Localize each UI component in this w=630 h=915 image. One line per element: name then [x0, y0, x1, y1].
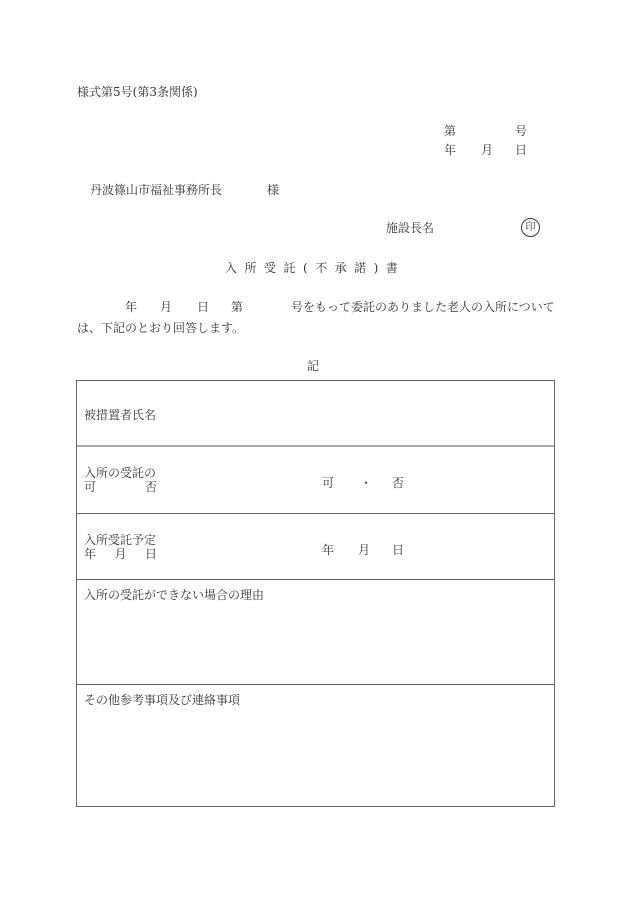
body-number-prefix: 第 — [231, 300, 244, 314]
scheduled-date-month: 月 — [358, 543, 371, 557]
rejection-reason-label: 入所の受託ができない場合の理由 — [84, 588, 265, 602]
scheduled-date-label — [84, 533, 157, 561]
date-year-label: 年 — [444, 143, 457, 157]
scheduled-date-year: 年 — [322, 543, 335, 557]
scheduled-date-day: 日 — [392, 543, 405, 557]
document-title: 入所受託(不承諾)書 — [225, 261, 406, 275]
row-rejection-reason[interactable] — [77, 580, 554, 685]
scheduled-date-label-month: 月 — [114, 547, 127, 561]
ki-heading: 記 — [307, 359, 320, 373]
body-month-label: 月 — [160, 300, 173, 314]
body-year-label: 年 — [125, 300, 138, 314]
reference-number-suffix: 号 — [515, 124, 528, 138]
body-text-line2: は、下記のとおり回答します。 — [77, 321, 245, 335]
scheduled-date-label-year: 年 — [84, 547, 97, 561]
body-day-label: 日 — [197, 300, 210, 314]
row-scheduled-date[interactable] — [77, 514, 554, 580]
acceptance-option-reject[interactable]: 否 — [392, 476, 405, 490]
scheduled-date-label-line2 — [84, 547, 157, 561]
addressee-honorific: 様 — [267, 183, 280, 197]
scheduled-date-label-day: 日 — [144, 547, 157, 561]
date-month-label: 月 — [481, 143, 494, 157]
seal-icon: 印 — [521, 218, 540, 237]
other-notes-label: その他参考事項及び連絡事項 — [84, 693, 241, 707]
acceptance-label — [84, 466, 157, 494]
addressee: 丹波篠山市福祉事務所長 — [90, 183, 223, 197]
scheduled-date-label-line1: 入所受託予定 — [84, 533, 157, 547]
acceptance-label-ka: 可 — [84, 480, 97, 494]
acceptance-label-line1: 入所の受託の — [84, 466, 157, 480]
body-text-line1: 号をもって委託のありました老人の入所について — [291, 300, 555, 314]
acceptance-label-line2 — [84, 480, 157, 494]
row-person-name[interactable] — [77, 381, 554, 447]
date-day-label: 日 — [515, 143, 528, 157]
person-name-label: 被措置者氏名 — [84, 408, 157, 422]
facility-head-name-label: 施設長名 — [386, 221, 435, 235]
acceptance-option-accept[interactable]: 可 — [322, 476, 335, 490]
row-acceptance[interactable] — [77, 447, 554, 514]
row-other-notes[interactable] — [77, 685, 554, 806]
acceptance-separator: ・ — [360, 476, 373, 490]
acceptance-label-hi: 否 — [144, 480, 157, 494]
form-number: 様式第5号(第3条関係) — [77, 85, 198, 99]
form-table — [76, 380, 555, 807]
reference-number-prefix: 第 — [444, 124, 457, 138]
